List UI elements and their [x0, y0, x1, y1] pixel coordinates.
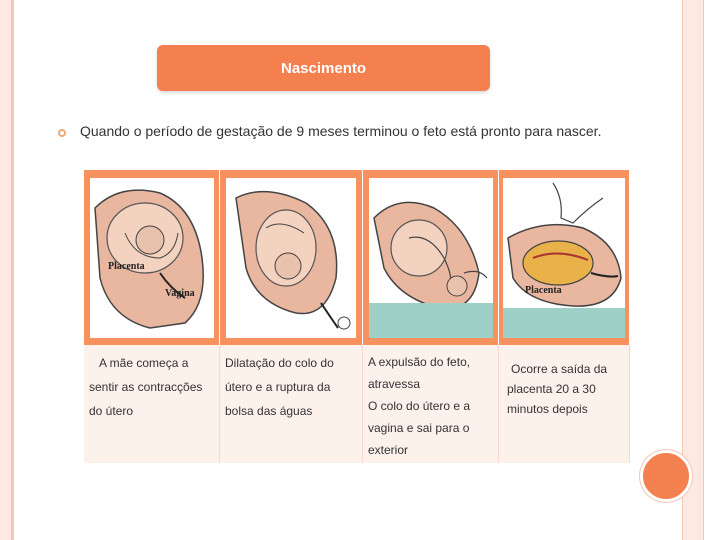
stage-1-line-1: A mãe começa a [99, 356, 189, 370]
illustration-stage-1 [90, 178, 214, 338]
stage-4-line-1: Ocorre a saída da [511, 362, 608, 376]
stage-4-description [499, 345, 630, 463]
illustration-stage-4 [503, 178, 625, 338]
slide-title [157, 45, 490, 91]
stage-1-image [84, 170, 220, 345]
label-placenta: Placenta [107, 260, 145, 272]
stage-3-line-4: vagina e sai para o [368, 421, 470, 435]
stage-4-line-2: placenta 20 a 30 [507, 382, 596, 396]
stage-4-line-3: minutos depois [507, 402, 588, 416]
stage-2-description [220, 345, 363, 463]
stage-3-line-2: atravessa [368, 377, 421, 391]
birth-stages-table [84, 170, 630, 463]
illustration-stage-2 [226, 178, 356, 338]
slide-left-border [0, 0, 12, 540]
label-vagina: Vagina [164, 287, 195, 299]
stage-2-line-2: útero e a ruptura da [225, 380, 331, 394]
stage-1-line-2: sentir as contracções [89, 380, 203, 394]
decorative-circle [640, 450, 692, 502]
stage-3-line-3: O colo do útero e a [368, 399, 471, 413]
stage-2-line-1: Dilatação do colo do [225, 356, 334, 370]
slide-title-text: Nascimento [280, 59, 367, 77]
bullet-icon [58, 129, 66, 137]
label-placenta: Placenta [525, 284, 562, 296]
stage-3-line-1: A expulsão do feto, [368, 355, 471, 369]
stage-1-description [84, 345, 220, 463]
intro-text: Quando o período de gestação de 9 meses terminou o feto está pronto para nascer. [80, 123, 602, 139]
stage-2-line-3: bolsa das águas [225, 404, 313, 418]
stage-3-image [363, 170, 499, 345]
stage-1-line-3: do útero [89, 404, 134, 418]
stage-3-line-5: exterior [368, 443, 409, 457]
stage-3-description [363, 345, 499, 463]
stage-4-image [499, 170, 630, 345]
stage-2-image [220, 170, 363, 345]
illustration-stage-3 [369, 178, 493, 338]
